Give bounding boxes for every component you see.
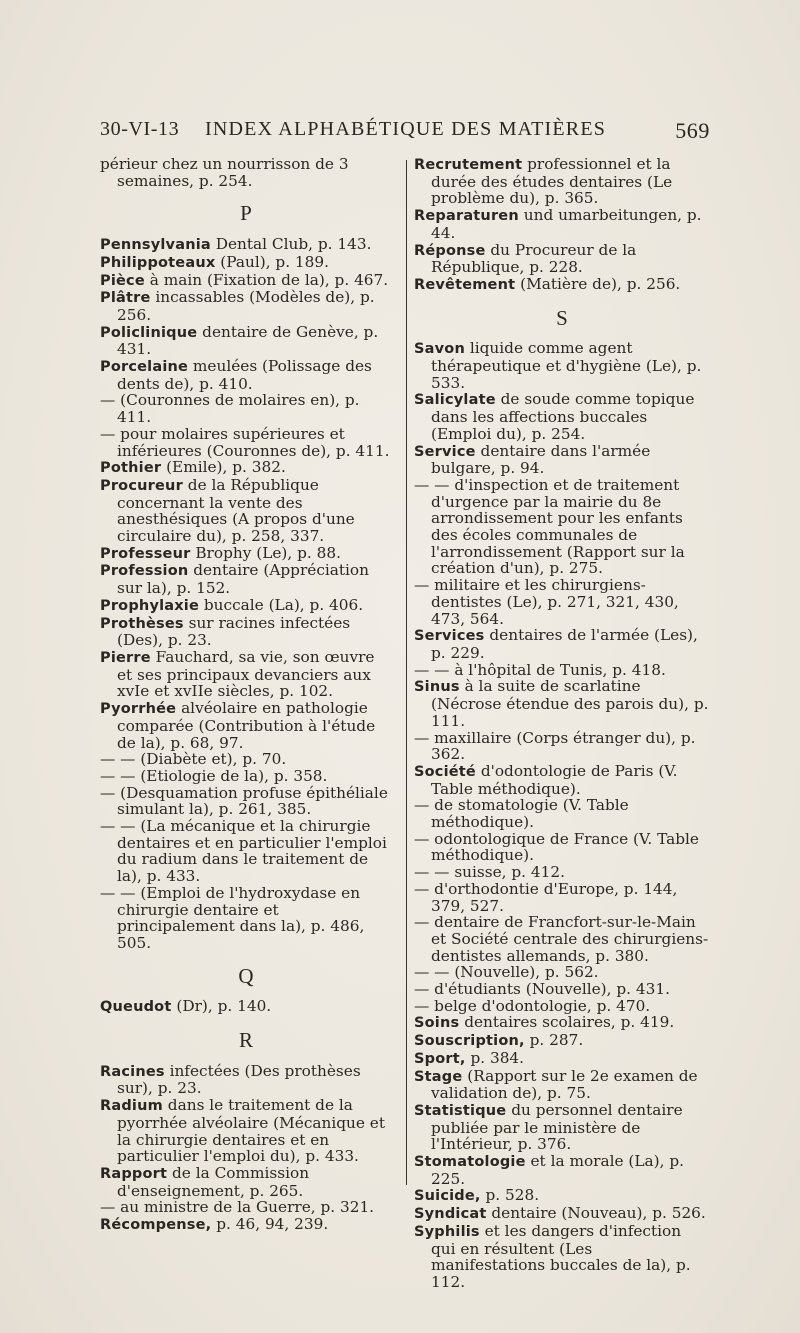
- entry-text: liquide comme agent thérapeutique et d'hygiène (Le), p. 533.: [431, 339, 702, 392]
- entry-text: dentaires de l'armée (Les), p. 229.: [431, 626, 698, 662]
- index-entry: [414, 477, 710, 577]
- index-entry: [414, 1050, 710, 1068]
- entry-keyword: Stomatologie: [414, 1154, 526, 1171]
- entry-text: dentaire dans l'armée bulgare, p. 94.: [431, 441, 651, 478]
- index-entry: [100, 156, 392, 189]
- page-number: 569: [675, 118, 710, 143]
- entry-text: (Dr), p. 140.: [171, 997, 272, 1016]
- index-entry: [414, 981, 710, 998]
- entry-text: p. 384.: [465, 1048, 525, 1067]
- entry-text: du personnel dentaire publiée par le ministère de l'Intérieur, p. 376.: [431, 1100, 683, 1154]
- index-entry: [100, 1063, 392, 1097]
- entry-text: et la morale (La), p. 225.: [431, 1152, 684, 1188]
- entry-keyword: Recrutement: [414, 157, 523, 173]
- index-entry: [100, 1097, 392, 1165]
- entry-text: du Procureur de la République, p. 228.: [431, 240, 637, 277]
- entry-text: et les dangers d'infection qui en résultent (Les manifestations buccales de la), p. 112.: [431, 1221, 691, 1291]
- index-entry: [100, 324, 392, 358]
- index-entry: [414, 443, 710, 477]
- index-entry: [100, 1165, 392, 1199]
- index-entry: [414, 1032, 710, 1050]
- entry-text: périeur chez un nourrisson de 3 semaines, p. 254.: [100, 155, 349, 190]
- index-entry: [414, 1205, 710, 1223]
- entry-text: de la République concernant la vente des anesthésiques (A propos d'une circulaire du), p. 258, 337.: [117, 475, 355, 546]
- index-entry: [414, 864, 710, 881]
- entry-keyword: Syndicat: [414, 1206, 487, 1223]
- entry-text: — (Desquamation profuse épithéliale simulant la), p. 261, 385.: [100, 783, 388, 819]
- entry-keyword: Queudot: [100, 999, 172, 1016]
- index-entry: [414, 340, 710, 391]
- section-letter: P: [240, 201, 252, 226]
- index-entry: [414, 914, 710, 964]
- entry-text: p. 287.: [524, 1031, 584, 1050]
- entry-text: buccale (La), p. 406.: [199, 595, 364, 614]
- entry-keyword: Policlinique: [100, 324, 198, 341]
- entry-text: de la Commission d'enseignement, p. 265.: [117, 1163, 310, 1200]
- entry-keyword: Soins: [414, 1015, 460, 1032]
- index-entry: [100, 615, 392, 649]
- entry-text: à la suite de scarlatine (Nécrose étendue des parois du), p. 111.: [431, 677, 709, 730]
- entry-text: sur racines infectées (Des), p. 23.: [117, 613, 351, 650]
- entry-text: Brophy (Le), p. 88.: [190, 543, 341, 562]
- entry-keyword: Racines: [100, 1063, 165, 1080]
- index-entry: [100, 562, 392, 596]
- entry-keyword: Service: [414, 443, 476, 460]
- index-entry: [100, 818, 392, 885]
- index-entry: [100, 459, 392, 477]
- entry-keyword: Pierre: [100, 649, 151, 666]
- index-entry: [100, 785, 392, 818]
- entry-text: (Rapport sur le 2e examen de validation de), p. 75.: [431, 1066, 698, 1103]
- index-entry: [414, 156, 710, 207]
- entry-text: dentaire de Genève, p. 431.: [117, 322, 379, 359]
- entry-text: à main (Fixation de la), p. 467.: [144, 270, 389, 289]
- entry-text: — — à l'hôpital de Tunis, p. 418.: [414, 660, 666, 679]
- entry-keyword: Porcelaine: [100, 359, 189, 376]
- entry-keyword: Statistique: [414, 1102, 507, 1119]
- entry-text: — maxillaire (Corps étranger du), p. 362.: [414, 728, 696, 764]
- index-entry: [414, 763, 710, 797]
- index-entry: [414, 1014, 710, 1032]
- entry-text: (Paul), p. 189.: [215, 252, 329, 271]
- entry-keyword: Réponse: [414, 242, 486, 259]
- entry-text: infectées (Des prothèses sur), p. 23.: [117, 1061, 361, 1098]
- entry-text: — d'étudiants (Nouvelle), p. 431.: [414, 980, 670, 999]
- entry-text: — — (Emploi de l'hydroxydase en chirurgie dentaire et principalement dans la), p. 486, 505.: [100, 883, 365, 952]
- entry-text: incassables (Modèles de), p. 256.: [117, 288, 375, 324]
- entry-keyword: Professeur: [100, 545, 191, 562]
- header-title: INDEX ALPHABÉTIQUE DES MATIÈRES: [205, 118, 607, 140]
- entry-text: — odontologique de France (V. Table méthodique).: [414, 829, 699, 865]
- index-column-left: [100, 156, 392, 1234]
- index-entry: [100, 236, 392, 254]
- index-entry: [414, 964, 710, 981]
- entry-text: — militaire et les chirurgiens-dentistes (Le), p. 271, 321, 430, 473, 564.: [414, 576, 679, 628]
- index-entry: [100, 392, 392, 425]
- entry-keyword: Pothier: [100, 460, 162, 477]
- index-entry: [414, 678, 710, 729]
- index-entry: [414, 881, 710, 914]
- index-entry: [100, 272, 392, 290]
- entry-text: professionnel et la durée des études dentaires (Le problème du), p. 365.: [431, 155, 673, 208]
- entry-keyword: Pyorrhée: [100, 701, 177, 718]
- entry-text: — — d'inspection et de traitement d'urgence par la mairie du 8e arrondissement pour les enfants des écoles communales de l'arrondissement (Rapport sur la création d'un), p. 275.: [414, 475, 685, 578]
- entry-text: dans le traitement de la pyorrhée alvéolaire (Mécanique et la chirurgie dentaires et en particulier l'emploi du), p. 433.: [117, 1096, 386, 1166]
- entry-keyword: Récompense,: [100, 1217, 212, 1234]
- running-header: [100, 118, 710, 148]
- index-entry: [414, 1102, 710, 1153]
- entry-text: d'odontologie de Paris (V. Table méthodique).: [431, 761, 678, 798]
- entry-keyword: Souscription,: [414, 1033, 525, 1050]
- entry-text: — — (Diabète et), p. 70.: [100, 750, 287, 769]
- entry-keyword: Philippoteaux: [100, 254, 216, 271]
- index-entry: [100, 649, 392, 700]
- entry-text: — — (La mécanique et la chirurgie dentaires et en particulier l'emploi du radium dans le traitement de la), p. 433.: [100, 817, 387, 886]
- entry-keyword: Procureur: [100, 477, 183, 494]
- entry-text: dentaires scolaires, p. 419.: [459, 1013, 675, 1032]
- index-entry: [414, 998, 710, 1015]
- entry-text: meulées (Polissage des dents de), p. 410.: [117, 357, 372, 393]
- index-entry: [100, 885, 392, 952]
- index-entry: [414, 627, 710, 661]
- entry-text: — dentaire de Francfort-sur-le-Main et Société centrale des chirurgiens-dentistes allemands, p. 380.: [414, 913, 709, 965]
- entry-text: — pour molaires supérieures et inférieures (Couronnes de), p. 411.: [100, 424, 390, 460]
- index-entry: [100, 998, 392, 1016]
- index-entry: [100, 768, 392, 785]
- entry-keyword: Salicylate: [414, 392, 496, 409]
- entry-text: de soude comme topique dans les affections buccales (Emploi du), p. 254.: [431, 390, 695, 443]
- entry-text: — belge d'odontologie, p. 470.: [414, 996, 651, 1015]
- entry-text: Fauchard, sa vie, son œuvre et ses principaux devanciers aux xvIe et xvIIe siècles, p. 102.: [117, 647, 375, 701]
- index-entry: [414, 391, 710, 442]
- entry-keyword: Prophylaxie: [100, 597, 200, 614]
- index-entry: [100, 597, 392, 615]
- index-entry: [100, 1216, 392, 1234]
- entry-text: dentaire (Appréciation sur la), p. 152.: [117, 561, 369, 598]
- entry-keyword: Radium: [100, 1098, 163, 1115]
- entry-text: (Emile), p. 382.: [161, 458, 286, 477]
- entry-text: Dental Club, p. 143.: [210, 235, 372, 254]
- index-entry: [414, 276, 710, 294]
- entry-text: — — (Etiologie de la), p. 358.: [100, 766, 328, 785]
- index-entry: [414, 242, 710, 276]
- index-entry: [414, 1223, 710, 1291]
- entry-keyword: Stage: [414, 1068, 463, 1085]
- entry-keyword: Revêtement: [414, 276, 516, 293]
- index-entry: [100, 545, 392, 563]
- entry-text: — d'orthodontie d'Europe, p. 144, 379, 527.: [414, 879, 678, 915]
- index-entry: [100, 477, 392, 545]
- index-entry: [414, 797, 710, 830]
- header-date: 30-VI-13: [100, 118, 180, 140]
- entry-keyword: Sport,: [414, 1050, 466, 1067]
- column-divider: [406, 160, 407, 1185]
- section-letter: R: [238, 1028, 253, 1053]
- index-column-right: [414, 156, 710, 1291]
- entry-keyword: Prothèses: [100, 615, 184, 632]
- entry-keyword: Services: [414, 628, 485, 645]
- index-entry: [100, 751, 392, 768]
- index-entry: [100, 358, 392, 392]
- index-entry: [100, 700, 392, 751]
- entry-keyword: Sinus: [414, 679, 460, 696]
- entry-text: und umarbeitungen, p. 44.: [431, 206, 702, 242]
- entry-keyword: Pennsylvania: [100, 237, 211, 254]
- index-entry: [100, 426, 392, 459]
- index-entry: [414, 207, 710, 241]
- entry-text: alvéolaire en pathologie comparée (Contribution à l'étude de la), p. 68, 97.: [117, 699, 376, 752]
- entry-keyword: Syphilis: [414, 1223, 480, 1240]
- index-entry: [414, 662, 710, 679]
- entry-text: — (Couronnes de molaires en), p. 411.: [100, 391, 360, 427]
- index-entry: [414, 730, 710, 763]
- entry-keyword: Suicide,: [414, 1188, 481, 1205]
- index-entry: [100, 289, 392, 323]
- entry-text: dentaire (Nouveau), p. 526.: [486, 1204, 706, 1223]
- section-letter: S: [556, 305, 568, 330]
- entry-text: — — suisse, p. 412.: [414, 863, 565, 882]
- entry-text: — — (Nouvelle), p. 562.: [414, 963, 599, 982]
- index-entry: [414, 577, 710, 627]
- index-entry: [414, 1153, 710, 1187]
- entry-text: — au ministre de la Guerre, p. 321.: [100, 1198, 375, 1217]
- entry-keyword: Savon: [414, 341, 465, 358]
- index-entry: [414, 1187, 710, 1205]
- index-entry: [414, 1068, 710, 1102]
- entry-keyword: Plâtre: [100, 290, 151, 307]
- entry-keyword: Reparaturen: [414, 208, 519, 225]
- index-entry: [100, 254, 392, 272]
- entry-keyword: Pièce: [100, 272, 145, 289]
- section-letter: Q: [238, 963, 254, 988]
- entry-text: p. 46, 94, 239.: [211, 1215, 329, 1234]
- entry-keyword: Rapport: [100, 1165, 168, 1182]
- entry-text: p. 528.: [480, 1186, 540, 1205]
- entry-keyword: Profession: [100, 563, 189, 580]
- index-entry: [100, 1199, 392, 1216]
- entry-text: (Matière de), p. 256.: [515, 274, 681, 293]
- entry-keyword: Société: [414, 763, 476, 780]
- index-entry: [414, 831, 710, 864]
- entry-text: — de stomatologie (V. Table méthodique).: [414, 796, 629, 832]
